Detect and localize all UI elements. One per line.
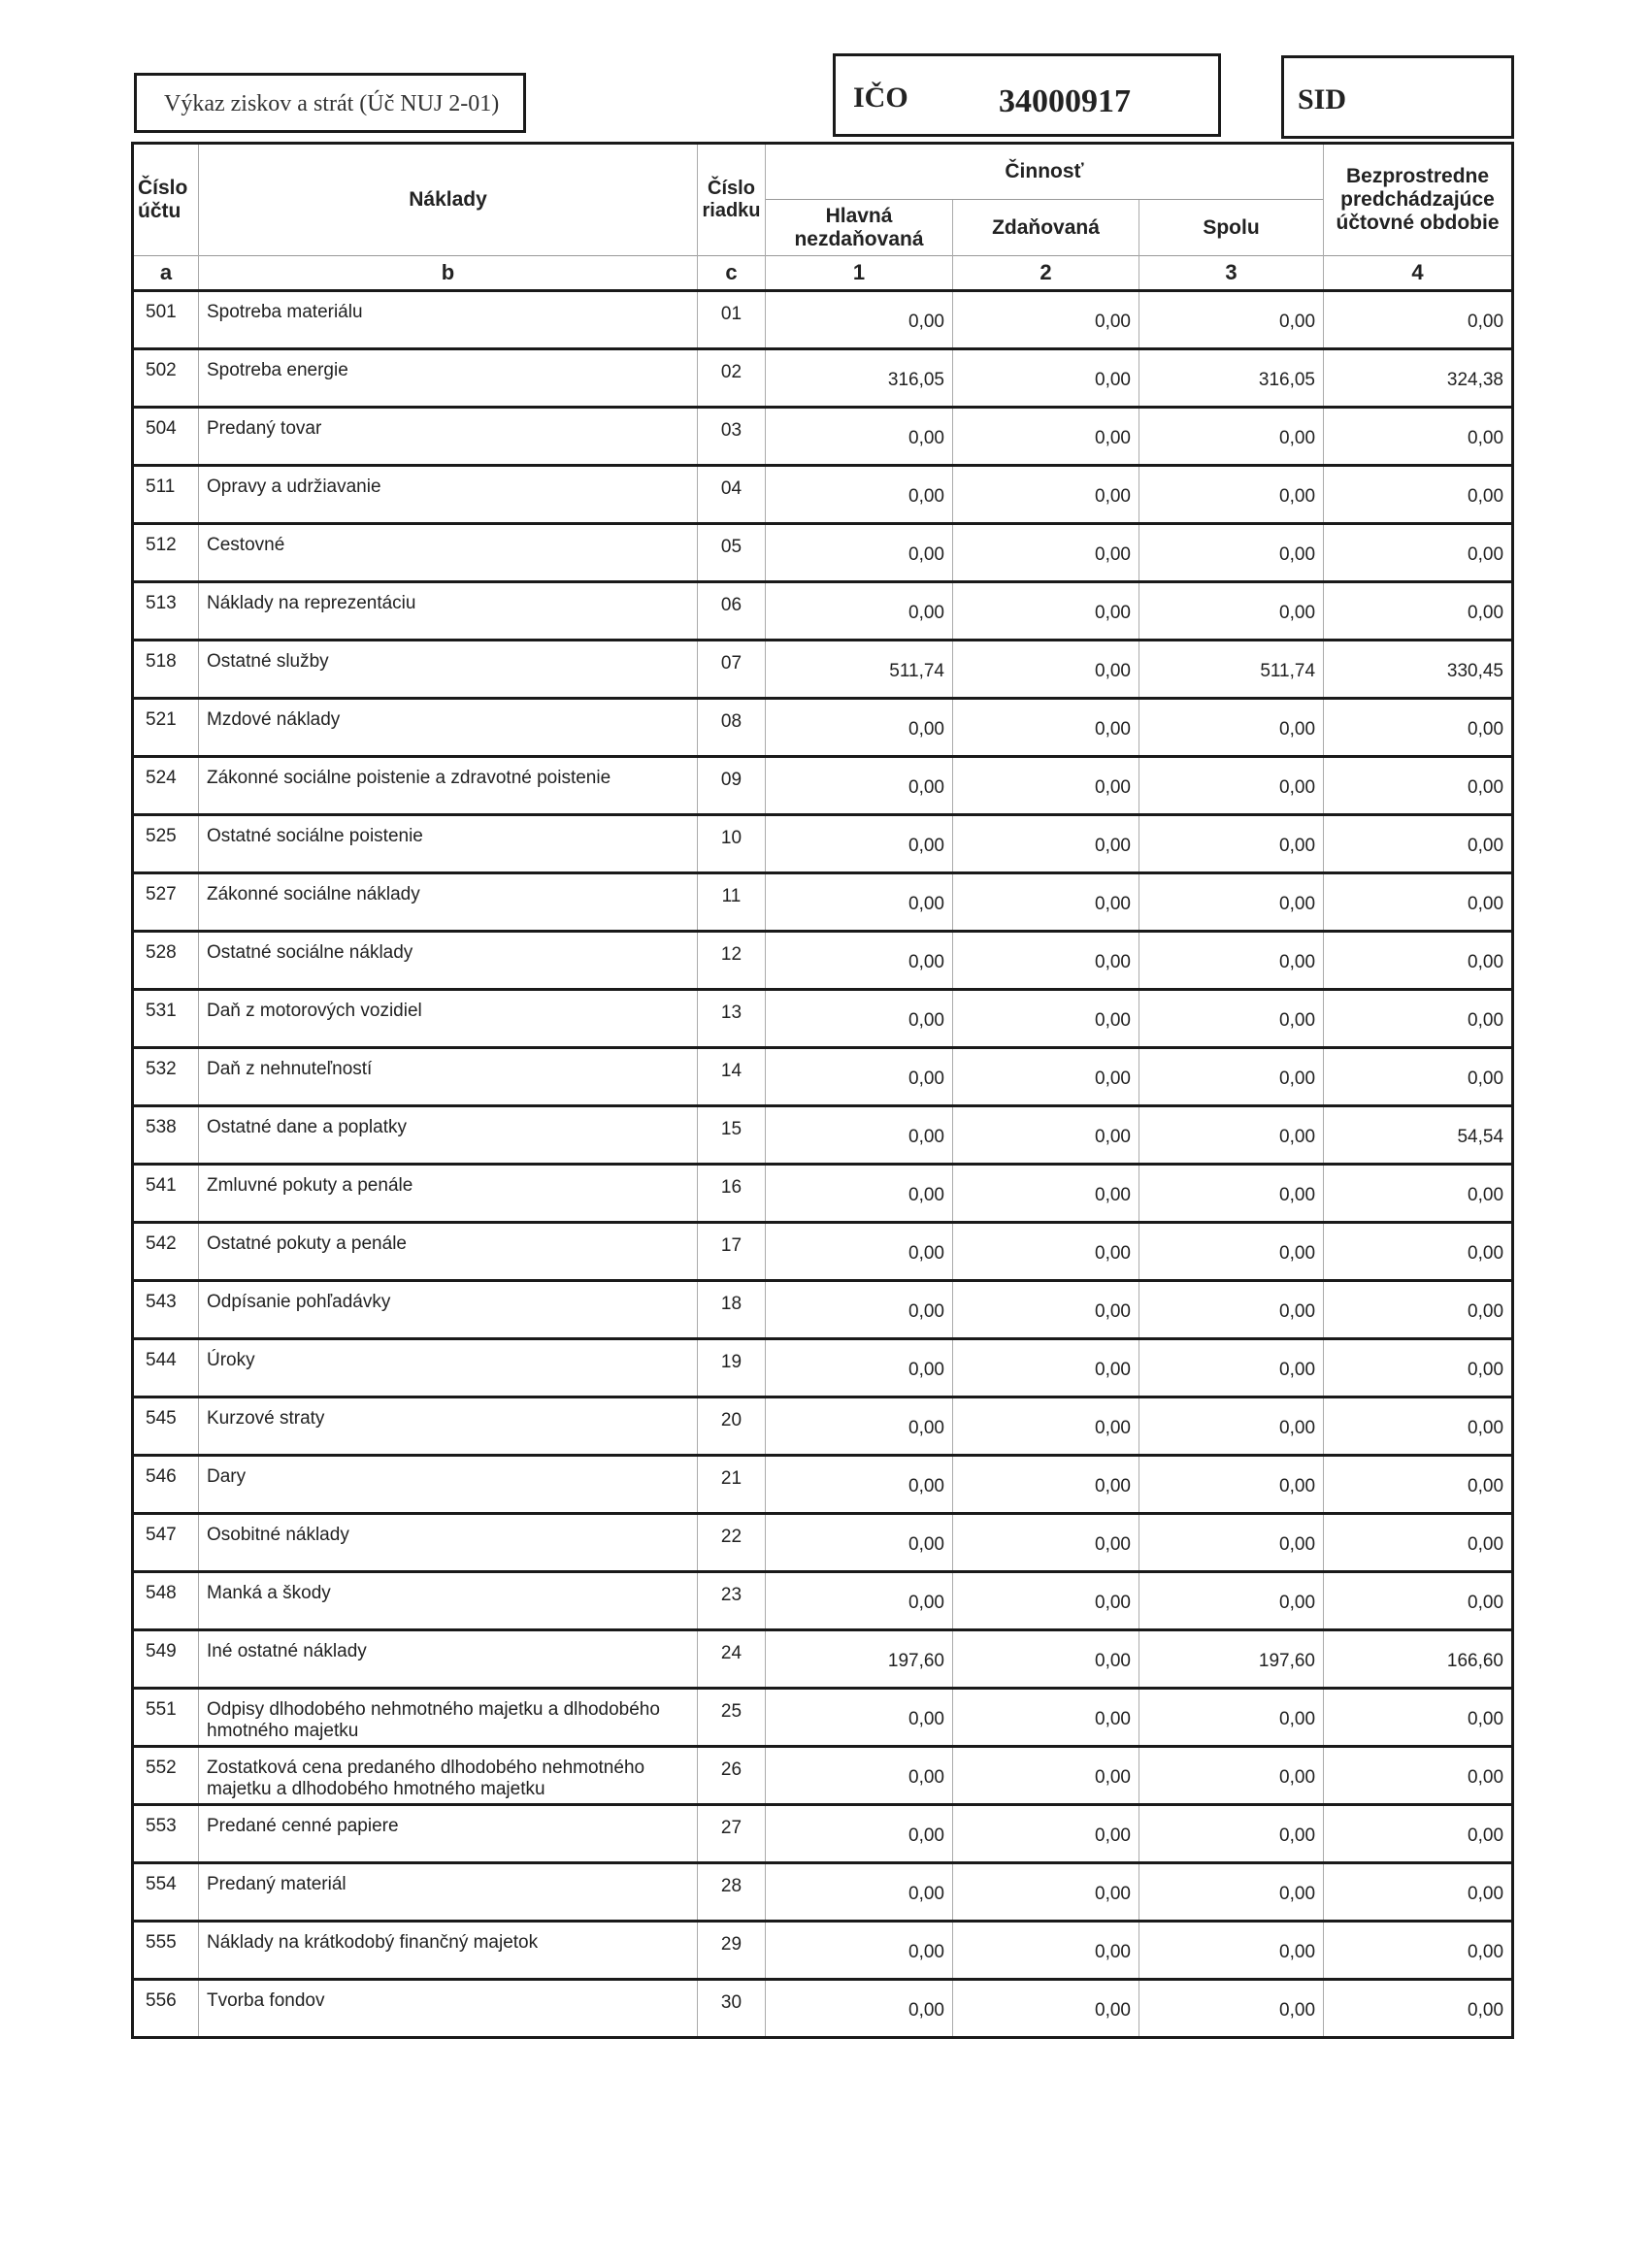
main-untaxed-value: 0,00 bbox=[766, 1514, 953, 1572]
total-value: 0,00 bbox=[1139, 466, 1324, 524]
row-number: 15 bbox=[698, 1106, 766, 1165]
table-row bbox=[133, 524, 1513, 582]
table-row bbox=[133, 1630, 1513, 1689]
cost-name: Zostatková cena predaného dlhodobého nehmotného majetku a dlhodobého hmotného majetku bbox=[199, 1747, 698, 1805]
taxed-value: 0,00 bbox=[953, 1630, 1139, 1689]
main-untaxed-value: 0,00 bbox=[766, 1922, 953, 1980]
table-row bbox=[133, 1747, 1513, 1805]
main-untaxed-value: 0,00 bbox=[766, 291, 953, 349]
cost-name: Dary bbox=[199, 1456, 698, 1514]
account-number: 531 bbox=[133, 990, 199, 1048]
table-row bbox=[133, 1980, 1513, 2038]
table-row bbox=[133, 990, 1513, 1048]
cost-name: Zákonné sociálne náklady bbox=[199, 873, 698, 932]
previous-period-value: 0,00 bbox=[1324, 757, 1513, 815]
taxed-value: 0,00 bbox=[953, 1106, 1139, 1165]
cost-name: Náklady na krátkodobý finančný majetok bbox=[199, 1922, 698, 1980]
table-row bbox=[133, 1514, 1513, 1572]
cost-name: Odpísanie pohľadávky bbox=[199, 1281, 698, 1339]
main-untaxed-value: 0,00 bbox=[766, 699, 953, 757]
previous-period-value: 0,00 bbox=[1324, 1339, 1513, 1397]
total-value: 0,00 bbox=[1139, 1805, 1324, 1863]
taxed-value: 0,00 bbox=[953, 1048, 1139, 1106]
total-value: 0,00 bbox=[1139, 1165, 1324, 1223]
account-number: 545 bbox=[133, 1397, 199, 1456]
previous-period-value: 330,45 bbox=[1324, 641, 1513, 699]
account-number: 513 bbox=[133, 582, 199, 641]
total-value: 0,00 bbox=[1139, 1048, 1324, 1106]
account-number: 528 bbox=[133, 932, 199, 990]
previous-period-value: 166,60 bbox=[1324, 1630, 1513, 1689]
table-row bbox=[133, 582, 1513, 641]
table-row bbox=[133, 699, 1513, 757]
taxed-value: 0,00 bbox=[953, 466, 1139, 524]
taxed-value: 0,00 bbox=[953, 582, 1139, 641]
previous-period-value: 324,38 bbox=[1324, 349, 1513, 408]
cost-name: Ostatné služby bbox=[199, 641, 698, 699]
main-untaxed-value: 511,74 bbox=[766, 641, 953, 699]
account-number: 525 bbox=[133, 815, 199, 873]
table-row bbox=[133, 757, 1513, 815]
table-row bbox=[133, 408, 1513, 466]
cost-name: Mzdové náklady bbox=[199, 699, 698, 757]
account-number: 546 bbox=[133, 1456, 199, 1514]
cost-name: Manká a škody bbox=[199, 1572, 698, 1630]
total-value: 0,00 bbox=[1139, 1456, 1324, 1514]
cost-name: Predaný materiál bbox=[199, 1863, 698, 1922]
row-number: 14 bbox=[698, 1048, 766, 1106]
total-value: 0,00 bbox=[1139, 1863, 1324, 1922]
previous-period-value: 0,00 bbox=[1324, 815, 1513, 873]
table-row bbox=[133, 641, 1513, 699]
col-header-previous-period: Bezprostredne predchádzajúce účtovné obdobie bbox=[1324, 144, 1513, 256]
taxed-value: 0,00 bbox=[953, 291, 1139, 349]
total-value: 0,00 bbox=[1139, 1281, 1324, 1339]
total-value: 316,05 bbox=[1139, 349, 1324, 408]
row-number: 05 bbox=[698, 524, 766, 582]
total-value: 0,00 bbox=[1139, 1223, 1324, 1281]
col-header-activity: Činnosť bbox=[766, 144, 1324, 200]
previous-period-value: 0,00 bbox=[1324, 1805, 1513, 1863]
table-row bbox=[133, 1689, 1513, 1747]
row-number: 24 bbox=[698, 1630, 766, 1689]
account-number: 518 bbox=[133, 641, 199, 699]
table-body bbox=[133, 291, 1513, 2038]
account-number: 512 bbox=[133, 524, 199, 582]
table-row bbox=[133, 349, 1513, 408]
main-untaxed-value: 0,00 bbox=[766, 1747, 953, 1805]
total-value: 0,00 bbox=[1139, 1980, 1324, 2038]
main-untaxed-value: 0,00 bbox=[766, 1397, 953, 1456]
taxed-value: 0,00 bbox=[953, 1514, 1139, 1572]
table-row bbox=[133, 1106, 1513, 1165]
previous-period-value: 0,00 bbox=[1324, 873, 1513, 932]
total-value: 0,00 bbox=[1139, 1339, 1324, 1397]
table-row bbox=[133, 466, 1513, 524]
table-row bbox=[133, 1922, 1513, 1980]
cost-name: Tvorba fondov bbox=[199, 1980, 698, 2038]
total-value: 0,00 bbox=[1139, 932, 1324, 990]
cost-name: Cestovné bbox=[199, 524, 698, 582]
cost-name: Odpisy dlhodobého nehmotného majetku a dlhodobého hmotného majetku bbox=[199, 1689, 698, 1747]
previous-period-value: 0,00 bbox=[1324, 408, 1513, 466]
taxed-value: 0,00 bbox=[953, 1572, 1139, 1630]
main-untaxed-value: 0,00 bbox=[766, 757, 953, 815]
taxed-value: 0,00 bbox=[953, 873, 1139, 932]
total-value: 0,00 bbox=[1139, 408, 1324, 466]
total-value: 0,00 bbox=[1139, 990, 1324, 1048]
main-untaxed-value: 0,00 bbox=[766, 1689, 953, 1747]
row-number: 08 bbox=[698, 699, 766, 757]
row-number: 16 bbox=[698, 1165, 766, 1223]
account-number: 547 bbox=[133, 1514, 199, 1572]
previous-period-value: 0,00 bbox=[1324, 1397, 1513, 1456]
taxed-value: 0,00 bbox=[953, 1281, 1139, 1339]
previous-period-value: 0,00 bbox=[1324, 932, 1513, 990]
col-header-costs: Náklady bbox=[199, 144, 698, 256]
row-number: 28 bbox=[698, 1863, 766, 1922]
table-row bbox=[133, 1805, 1513, 1863]
total-value: 0,00 bbox=[1139, 582, 1324, 641]
previous-period-value: 0,00 bbox=[1324, 1165, 1513, 1223]
previous-period-value: 54,54 bbox=[1324, 1106, 1513, 1165]
cost-name: Daň z motorových vozidiel bbox=[199, 990, 698, 1048]
main-untaxed-value: 0,00 bbox=[766, 524, 953, 582]
cost-name: Zmluvné pokuty a penále bbox=[199, 1165, 698, 1223]
table-row bbox=[133, 1223, 1513, 1281]
row-number: 01 bbox=[698, 291, 766, 349]
main-untaxed-value: 197,60 bbox=[766, 1630, 953, 1689]
account-number: 504 bbox=[133, 408, 199, 466]
taxed-value: 0,00 bbox=[953, 1980, 1139, 2038]
column-code: a bbox=[133, 256, 199, 291]
taxed-value: 0,00 bbox=[953, 757, 1139, 815]
account-number: 538 bbox=[133, 1106, 199, 1165]
taxed-value: 0,00 bbox=[953, 1689, 1139, 1747]
column-code: 4 bbox=[1324, 256, 1513, 291]
row-number: 04 bbox=[698, 466, 766, 524]
table-row bbox=[133, 1572, 1513, 1630]
column-code: 3 bbox=[1139, 256, 1324, 291]
taxed-value: 0,00 bbox=[953, 932, 1139, 990]
previous-period-value: 0,00 bbox=[1324, 1689, 1513, 1747]
cost-name: Spotreba energie bbox=[199, 349, 698, 408]
main-untaxed-value: 0,00 bbox=[766, 466, 953, 524]
cost-name: Náklady na reprezentáciu bbox=[199, 582, 698, 641]
taxed-value: 0,00 bbox=[953, 699, 1139, 757]
total-value: 197,60 bbox=[1139, 1630, 1324, 1689]
row-number: 09 bbox=[698, 757, 766, 815]
taxed-value: 0,00 bbox=[953, 1805, 1139, 1863]
previous-period-value: 0,00 bbox=[1324, 291, 1513, 349]
main-untaxed-value: 0,00 bbox=[766, 1106, 953, 1165]
account-number: 554 bbox=[133, 1863, 199, 1922]
row-number: 25 bbox=[698, 1689, 766, 1747]
cost-name: Ostatné sociálne náklady bbox=[199, 932, 698, 990]
cost-name: Spotreba materiálu bbox=[199, 291, 698, 349]
taxed-value: 0,00 bbox=[953, 349, 1139, 408]
account-number: 556 bbox=[133, 1980, 199, 2038]
main-untaxed-value: 0,00 bbox=[766, 1572, 953, 1630]
row-number: 30 bbox=[698, 1980, 766, 2038]
previous-period-value: 0,00 bbox=[1324, 1863, 1513, 1922]
account-number: 524 bbox=[133, 757, 199, 815]
taxed-value: 0,00 bbox=[953, 1165, 1139, 1223]
main-untaxed-value: 0,00 bbox=[766, 990, 953, 1048]
main-untaxed-value: 0,00 bbox=[766, 1165, 953, 1223]
taxed-value: 0,00 bbox=[953, 1456, 1139, 1514]
cost-name: Kurzové straty bbox=[199, 1397, 698, 1456]
total-value: 0,00 bbox=[1139, 291, 1324, 349]
row-number: 07 bbox=[698, 641, 766, 699]
row-number: 12 bbox=[698, 932, 766, 990]
table-row bbox=[133, 1339, 1513, 1397]
main-untaxed-value: 0,00 bbox=[766, 873, 953, 932]
row-number: 11 bbox=[698, 873, 766, 932]
previous-period-value: 0,00 bbox=[1324, 1514, 1513, 1572]
total-value: 0,00 bbox=[1139, 1514, 1324, 1572]
cost-name: Osobitné náklady bbox=[199, 1514, 698, 1572]
row-number: 18 bbox=[698, 1281, 766, 1339]
column-code-row bbox=[133, 256, 1513, 291]
total-value: 0,00 bbox=[1139, 699, 1324, 757]
cost-name: Úroky bbox=[199, 1339, 698, 1397]
sid-box bbox=[1281, 55, 1514, 139]
table-row bbox=[133, 1048, 1513, 1106]
taxed-value: 0,00 bbox=[953, 641, 1139, 699]
previous-period-value: 0,00 bbox=[1324, 1456, 1513, 1514]
table-row bbox=[133, 1281, 1513, 1339]
table-row bbox=[133, 1397, 1513, 1456]
account-number: 541 bbox=[133, 1165, 199, 1223]
report-title-box bbox=[134, 73, 526, 133]
table-row bbox=[133, 932, 1513, 990]
main-untaxed-value: 0,00 bbox=[766, 1281, 953, 1339]
account-number: 521 bbox=[133, 699, 199, 757]
total-value: 511,74 bbox=[1139, 641, 1324, 699]
main-untaxed-value: 0,00 bbox=[766, 582, 953, 641]
table-row bbox=[133, 873, 1513, 932]
taxed-value: 0,00 bbox=[953, 1747, 1139, 1805]
row-number: 13 bbox=[698, 990, 766, 1048]
row-number: 26 bbox=[698, 1747, 766, 1805]
cost-name: Daň z nehnuteľností bbox=[199, 1048, 698, 1106]
account-number: 552 bbox=[133, 1747, 199, 1805]
row-number: 22 bbox=[698, 1514, 766, 1572]
account-number: 502 bbox=[133, 349, 199, 408]
total-value: 0,00 bbox=[1139, 1747, 1324, 1805]
row-number: 03 bbox=[698, 408, 766, 466]
column-code: 2 bbox=[953, 256, 1139, 291]
account-number: 551 bbox=[133, 1689, 199, 1747]
previous-period-value: 0,00 bbox=[1324, 1572, 1513, 1630]
row-number: 23 bbox=[698, 1572, 766, 1630]
ico-box bbox=[833, 53, 1221, 137]
total-value: 0,00 bbox=[1139, 524, 1324, 582]
col-header-main: Hlavná nezdaňovaná bbox=[766, 200, 953, 256]
account-number: 548 bbox=[133, 1572, 199, 1630]
col-header-account: Číslo účtu bbox=[138, 177, 188, 222]
previous-period-value: 0,00 bbox=[1324, 1980, 1513, 2038]
ico-label: IČO bbox=[853, 82, 908, 114]
previous-period-value: 0,00 bbox=[1324, 1048, 1513, 1106]
previous-period-value: 0,00 bbox=[1324, 1223, 1513, 1281]
row-number: 21 bbox=[698, 1456, 766, 1514]
account-number: 501 bbox=[133, 291, 199, 349]
total-value: 0,00 bbox=[1139, 757, 1324, 815]
report-title: Výkaz ziskov a strát (Úč NUJ 2-01) bbox=[164, 91, 500, 116]
taxed-value: 0,00 bbox=[953, 408, 1139, 466]
previous-period-value: 0,00 bbox=[1324, 524, 1513, 582]
row-number: 19 bbox=[698, 1339, 766, 1397]
taxed-value: 0,00 bbox=[953, 524, 1139, 582]
row-number: 10 bbox=[698, 815, 766, 873]
account-number: 555 bbox=[133, 1922, 199, 1980]
row-number: 20 bbox=[698, 1397, 766, 1456]
total-value: 0,00 bbox=[1139, 1572, 1324, 1630]
col-header-total: Spolu bbox=[1139, 200, 1324, 256]
cost-name: Iné ostatné náklady bbox=[199, 1630, 698, 1689]
table-row bbox=[133, 291, 1513, 349]
row-number: 17 bbox=[698, 1223, 766, 1281]
sid-label: SID bbox=[1298, 83, 1347, 115]
table-row bbox=[133, 1863, 1513, 1922]
previous-period-value: 0,00 bbox=[1324, 1747, 1513, 1805]
cost-name: Predané cenné papiere bbox=[199, 1805, 698, 1863]
cost-name: Predaný tovar bbox=[199, 408, 698, 466]
col-header-taxed: Zdaňovaná bbox=[953, 200, 1139, 256]
total-value: 0,00 bbox=[1139, 1922, 1324, 1980]
main-untaxed-value: 0,00 bbox=[766, 932, 953, 990]
total-value: 0,00 bbox=[1139, 815, 1324, 873]
previous-period-value: 0,00 bbox=[1324, 1281, 1513, 1339]
taxed-value: 0,00 bbox=[953, 990, 1139, 1048]
main-untaxed-value: 0,00 bbox=[766, 408, 953, 466]
previous-period-value: 0,00 bbox=[1324, 582, 1513, 641]
account-number: 542 bbox=[133, 1223, 199, 1281]
table-row bbox=[133, 1456, 1513, 1514]
previous-period-value: 0,00 bbox=[1324, 1922, 1513, 1980]
main-untaxed-value: 0,00 bbox=[766, 1223, 953, 1281]
account-number: 553 bbox=[133, 1805, 199, 1863]
cost-name: Ostatné pokuty a penále bbox=[199, 1223, 698, 1281]
account-number: 532 bbox=[133, 1048, 199, 1106]
row-number: 02 bbox=[698, 349, 766, 408]
total-value: 0,00 bbox=[1139, 1106, 1324, 1165]
row-number: 27 bbox=[698, 1805, 766, 1863]
table-row bbox=[133, 1165, 1513, 1223]
cost-name: Ostatné sociálne poistenie bbox=[199, 815, 698, 873]
col-header-row-number: Číslo riadku bbox=[698, 144, 766, 256]
cost-name: Ostatné dane a poplatky bbox=[199, 1106, 698, 1165]
account-number: 543 bbox=[133, 1281, 199, 1339]
column-code: 1 bbox=[766, 256, 953, 291]
main-untaxed-value: 316,05 bbox=[766, 349, 953, 408]
main-untaxed-value: 0,00 bbox=[766, 1456, 953, 1514]
taxed-value: 0,00 bbox=[953, 815, 1139, 873]
cost-name: Zákonné sociálne poistenie a zdravotné poistenie bbox=[199, 757, 698, 815]
main-untaxed-value: 0,00 bbox=[766, 1048, 953, 1106]
previous-period-value: 0,00 bbox=[1324, 466, 1513, 524]
account-number: 544 bbox=[133, 1339, 199, 1397]
total-value: 0,00 bbox=[1139, 1397, 1324, 1456]
cost-name: Opravy a udržiavanie bbox=[199, 466, 698, 524]
taxed-value: 0,00 bbox=[953, 1339, 1139, 1397]
previous-period-value: 0,00 bbox=[1324, 699, 1513, 757]
main-untaxed-value: 0,00 bbox=[766, 815, 953, 873]
main-untaxed-value: 0,00 bbox=[766, 1863, 953, 1922]
main-untaxed-value: 0,00 bbox=[766, 1980, 953, 2038]
account-number: 527 bbox=[133, 873, 199, 932]
taxed-value: 0,00 bbox=[953, 1223, 1139, 1281]
taxed-value: 0,00 bbox=[953, 1863, 1139, 1922]
taxed-value: 0,00 bbox=[953, 1397, 1139, 1456]
ico-value: 34000917 bbox=[999, 83, 1131, 119]
main-untaxed-value: 0,00 bbox=[766, 1339, 953, 1397]
previous-period-value: 0,00 bbox=[1324, 990, 1513, 1048]
account-number: 511 bbox=[133, 466, 199, 524]
column-code: b bbox=[199, 256, 698, 291]
main-untaxed-value: 0,00 bbox=[766, 1805, 953, 1863]
table-row bbox=[133, 815, 1513, 873]
total-value: 0,00 bbox=[1139, 873, 1324, 932]
row-number: 29 bbox=[698, 1922, 766, 1980]
cost-table bbox=[131, 142, 1514, 2039]
row-number: 06 bbox=[698, 582, 766, 641]
column-code: c bbox=[698, 256, 766, 291]
total-value: 0,00 bbox=[1139, 1689, 1324, 1747]
account-number: 549 bbox=[133, 1630, 199, 1689]
taxed-value: 0,00 bbox=[953, 1922, 1139, 1980]
